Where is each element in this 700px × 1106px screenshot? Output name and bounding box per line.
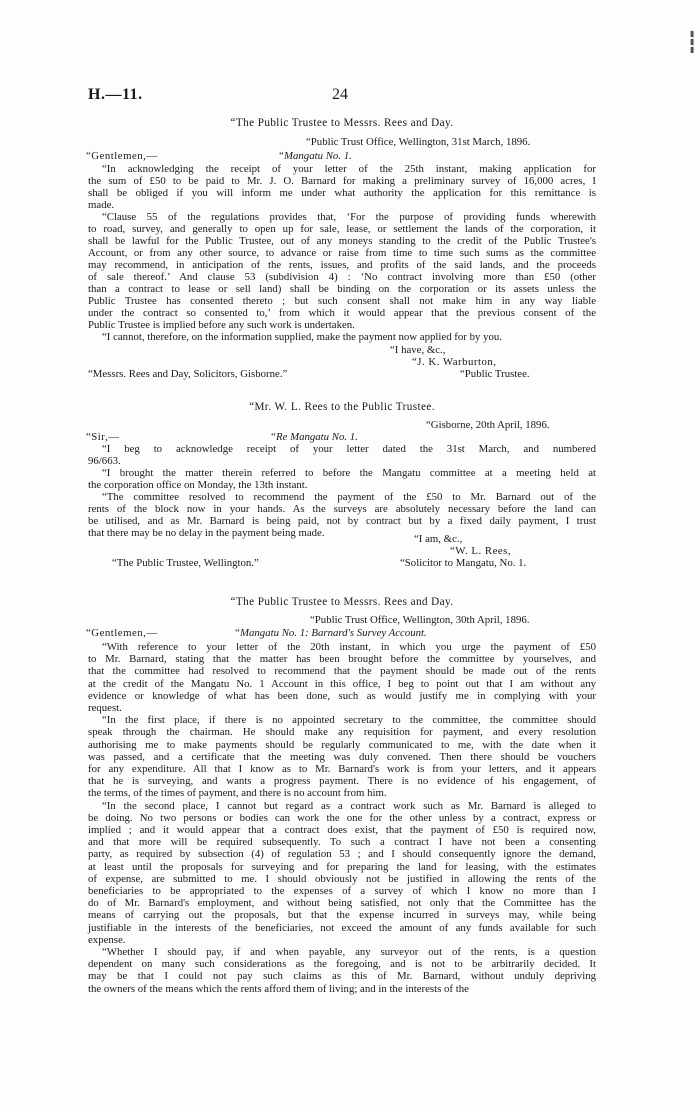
paragraph-line: shall be lawful for the Public Trustee, out of any moneys standing to the credit of the Public Trustee's (88, 235, 596, 247)
paragraph-line: evidence or knowledge of what has been done, such as would justify me in complying with your (88, 689, 596, 702)
paragraph-line: speak through the chairman. He should make any requisition for payment, and every resolution (88, 726, 596, 739)
paragraph-line: was passed, and a certificate that the meeting was duly convened. Then there should be vouchers (88, 750, 596, 763)
paragraph-line: rents of the block now in your hands. As the surveys are absolutely necessary before the land can (88, 503, 596, 515)
paragraph-line: Public Trustee is implied before any such work is undertaken. (88, 319, 355, 331)
letter2-subject: “Re Mangatu No. 1. (270, 431, 358, 443)
paragraph-line: be doing. No two persons or bodies can work the one for the other unless by a contract, express or (88, 811, 596, 824)
paragraph-line: that the committee had resolved to recommend that the payment should be made out of the rents (88, 665, 596, 678)
paragraph-line: authorising me to make payments should be regularly communicated to me, with the date when it (88, 738, 596, 751)
paragraph-line: the terms, of the times of payment, and there is no account from him. (88, 787, 387, 800)
letter3-dateline: “Public Trust Office, Wellington, 30th April, 1896. (310, 614, 530, 626)
paragraph-line: to road, survey, and generally to open up for sale, lease, or settlement the lands of the corporation, it (88, 223, 596, 235)
letter2-addressee: “The Public Trustee, Wellington.” (112, 557, 259, 569)
paragraph-line: “In the first place, if there is no appointed secretary to the committee, the committee should (102, 714, 596, 727)
letter1-salutation: “Gentlemen,— (86, 150, 158, 162)
letter2-salutation: “Sir,— (86, 431, 120, 443)
paragraph-line: request. (88, 702, 122, 714)
paper-reference: H.—11. (88, 86, 143, 103)
paragraph-line: beneficiaries to be appropriated to the expenses of a survey of which I know no more than I (88, 885, 596, 897)
letter2-title: “Mr. W. L. Rees to the Public Trustee. (249, 401, 435, 413)
paragraph-line: “With reference to your letter of the 20th instant, in which you urge the payment of £50 (102, 641, 596, 653)
paragraph-line: to Mr. Barnard, stating that the matter has been brought before the committee by yourselves, and (88, 653, 596, 666)
paragraph-line: “In acknowledging the receipt of your letter of the 25th instant, making application for (102, 163, 596, 175)
page-number: 24 (332, 86, 348, 103)
paragraph-line: the corporation office on Monday, the 13th instant. (88, 479, 308, 491)
paragraph-line: “I brought the matter therein referred to before the Mangatu committee at a meeting held at (102, 467, 596, 479)
paragraph-line: for any expenditure. All that I know as to Mr. Barnard's work is from your letters, and it appears (88, 763, 596, 775)
paragraph-line: Public Trustee has consented thereto ; but such consent shall not make him in any way liable (88, 295, 596, 307)
paragraph-line: that there may be no delay in the payment being made. (88, 527, 325, 539)
paragraph-line: at the credit of the Mangatu No. 1 Account in this office, I beg to point out that I am without any (88, 677, 596, 690)
letter3-subject: “Mangatu No. 1: Barnard's Survey Account. (234, 627, 427, 639)
paragraph-line: made. (88, 199, 115, 211)
paragraph-line: party, as required by subsection (4) of regulation 53 ; and I should consequently ignore the demand, (88, 848, 596, 861)
paragraph-line: justifiable in the interests of the beneficiaries, not exceed the amount of any funds available for such (88, 921, 596, 934)
page-header (88, 86, 596, 106)
paragraph-line: “Whether I should pay, if and when payable, any surveyor out of the rents, is a question (102, 946, 596, 958)
paragraph-line: “Clause 55 of the regulations provides that, ‘For the purpose of providing funds wherewith (102, 211, 596, 223)
letter3-title: “The Public Trustee to Messrs. Rees and Day. (230, 596, 454, 608)
letter1-signature: “J. K. Warburton, (412, 356, 497, 368)
letter2-dateline: “Gisborne, 20th April, 1896. (426, 419, 550, 431)
paragraph-line: under the contract so consented to,’ from which it would appear that the previous consent of the (88, 307, 596, 319)
paragraph-line: that he is surveying, and wants a progress payment. There is no evidence of his engagement, of (88, 775, 596, 788)
paragraph-line: the owners of the means which the rents afford them of living; and in the interests of the (88, 982, 469, 995)
letter2-closing: “I am, &c., (414, 533, 463, 545)
letter1-title: “The Public Trustee to Messrs. Rees and Day. (230, 117, 454, 129)
paragraph-line: 96/663. (88, 455, 121, 467)
letter1-closing: “I have, &c., (390, 344, 446, 356)
letter1-subject: “Mangatu No. 1. (278, 150, 352, 162)
paragraph-line: implied ; and it would appear that a contract does exist, that the payment of £50 is required now, (88, 824, 596, 836)
paragraph-line: do of Mr. Barnard's employment, and without being satisfied, not only that the Committee has the (88, 897, 596, 910)
paragraph-line: of expense, are submitted to me. I should obviously not be justified in allowing the rents of the (88, 872, 596, 885)
paragraph-line: “The committee resolved to recommend the payment of the £50 to Mr. Barnard out of the (102, 491, 596, 503)
paragraph-line: and that more will be required subsequently. To such a contract I have not been a consenting (88, 836, 596, 849)
letter1-dateline: “Public Trust Office, Wellington, 31st March, 1896. (306, 136, 531, 148)
paragraph-line: expense. (88, 933, 126, 946)
paragraph-line: “I cannot, therefore, on the information supplied, make the payment now applied for by you. (102, 331, 502, 343)
paragraph-line: “I beg to acknowledge receipt of your letter dated the 31st March, and numbered (102, 443, 596, 455)
paragraph-line: the sum of £50 to be paid to Mr. J. O. Barnard for making a preliminary survey of 16,000 acres, I (88, 175, 596, 187)
paragraph-line: than a contract to lease or sell land) shall be binding on the corporation or its assets unless the (88, 283, 596, 295)
paragraph-line: shall be obliged if you will inform me under what authority the application for this remittance is (88, 187, 596, 199)
letter1-addressee: “Messrs. Rees and Day, Solicitors, Gisborne.” (88, 368, 288, 380)
page-edge-mark: ▮ ▮ ▮ (690, 29, 695, 54)
letter1-signature-title: “Public Trustee. (460, 368, 530, 380)
paragraph-line: at least until the proposals for surveying and for preparing the land for leasing, with the estimates (88, 860, 596, 873)
letter2-signature: “W. L. Rees, (450, 545, 512, 557)
paragraph-line: Account, or from any other source, to advance or raise from time to time such sums as the committee (88, 247, 596, 259)
paragraph-line: “In the second place, I cannot but regard as a contract work such as Mr. Barnard is alleged to (102, 799, 596, 812)
letter3-salutation: “Gentlemen,— (86, 627, 158, 639)
paragraph-line: means of carrying out the proposals, but that the expense incurred in surveys may, while being (88, 909, 596, 922)
paragraph-line: may be that I could not pay such claims as this of Mr. Barnard, without unduly depriving (88, 970, 596, 983)
paragraph-line: dependent on many such considerations as the foregoing, and is not to be arbitrarily decided. It (88, 958, 596, 971)
paragraph-line: of sale thereof.’ And clause 53 (subdivision 4) : ‘No contract involving more than £50 (other (88, 271, 596, 283)
paragraph-line: be utilised, and as Mr. Barnard is being paid, not by contract but by a fixed daily payment, I trust (88, 515, 596, 527)
paragraph-line: may recommend, in anticipation of the rents, issues, and profits of the said lands, and the proceeds (88, 259, 596, 271)
letter2-signature-title: “Solicitor to Mangatu, No. 1. (400, 557, 527, 569)
